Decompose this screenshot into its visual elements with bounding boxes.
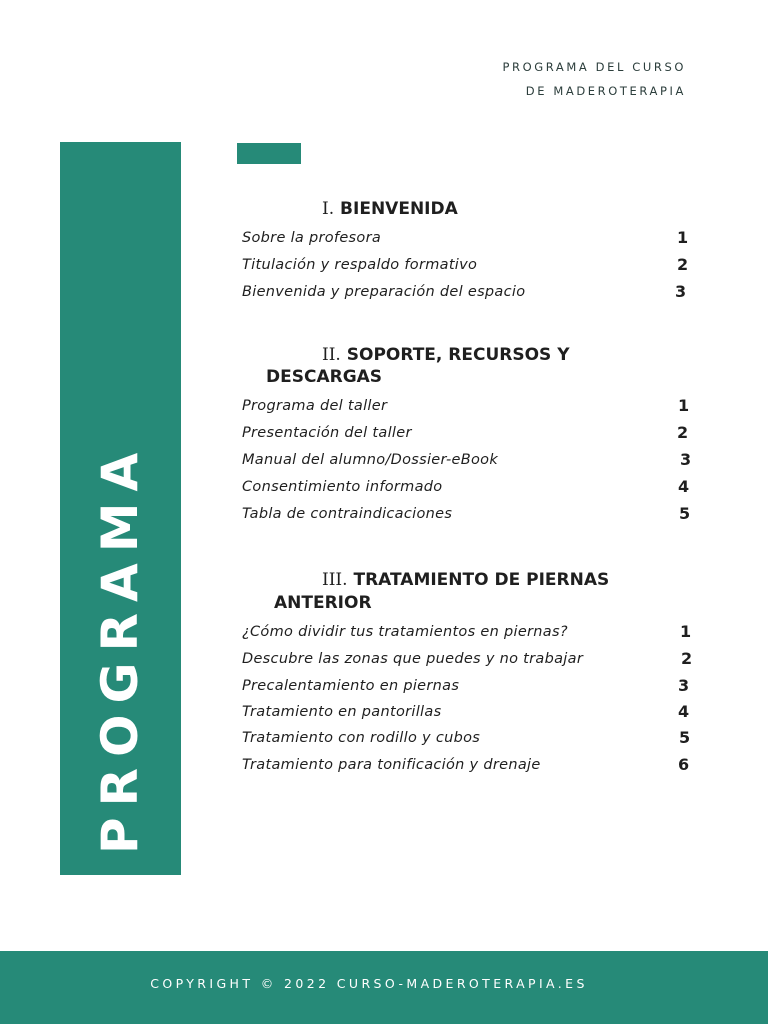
toc-page-number: 2 bbox=[677, 255, 689, 274]
toc-row[interactable] bbox=[242, 425, 692, 445]
toc-row[interactable] bbox=[242, 284, 692, 304]
section-heading bbox=[322, 344, 570, 366]
toc-page-number: 2 bbox=[681, 649, 693, 668]
sidebar-title: PROGRAMA bbox=[91, 441, 149, 855]
toc-label: Tratamiento para tonificación y drenaje bbox=[242, 757, 541, 773]
toc-label: Manual del alumno/Dossier-eBook bbox=[242, 452, 499, 468]
toc-row[interactable] bbox=[242, 757, 692, 777]
header-title-line-1: PROGRAMA DEL CURSO bbox=[502, 60, 686, 74]
toc-row[interactable] bbox=[242, 730, 692, 750]
toc-page-number: 3 bbox=[680, 450, 692, 469]
toc-page-number: 1 bbox=[678, 396, 690, 415]
toc-row[interactable] bbox=[242, 257, 692, 277]
section-numeral: II. bbox=[322, 345, 341, 365]
toc-page-number: 1 bbox=[680, 622, 692, 641]
section-heading bbox=[322, 198, 458, 220]
toc-label: Bienvenida y preparación del espacio bbox=[242, 284, 526, 300]
toc-page-number: 5 bbox=[679, 504, 691, 523]
toc-page-number: 6 bbox=[678, 755, 690, 774]
toc-row[interactable] bbox=[242, 398, 692, 418]
section-title-line: SOPORTE, RECURSOS Y bbox=[346, 345, 570, 365]
section-numeral: III. bbox=[322, 570, 348, 590]
toc-row[interactable] bbox=[242, 624, 692, 644]
toc-page-number: 3 bbox=[678, 676, 690, 695]
toc-label: Precalentamiento en piernas bbox=[242, 678, 460, 694]
toc-label: Programa del taller bbox=[242, 398, 388, 414]
toc-page-number: 1 bbox=[677, 228, 689, 247]
toc-label: Presentación del taller bbox=[242, 425, 412, 441]
section-title-line: TRATAMIENTO DE PIERNAS bbox=[353, 570, 610, 590]
toc-label: Tabla de contraindicaciones bbox=[242, 506, 453, 522]
toc-label: ¿Cómo dividir tus tratamientos en piernas? bbox=[242, 624, 568, 640]
toc-row[interactable] bbox=[242, 506, 692, 526]
section-numeral: I. bbox=[322, 199, 335, 219]
section-heading-continued: ANTERIOR bbox=[274, 593, 372, 613]
toc-label: Titulación y respaldo formativo bbox=[242, 257, 478, 273]
toc-row[interactable] bbox=[242, 452, 692, 472]
toc-row[interactable] bbox=[242, 704, 692, 724]
toc-label: Consentimiento informado bbox=[242, 479, 443, 495]
section-title-line: BIENVENIDA bbox=[340, 199, 458, 219]
toc-page-number: 4 bbox=[678, 477, 690, 496]
toc-row[interactable] bbox=[242, 230, 692, 250]
toc-page-number: 5 bbox=[679, 728, 691, 747]
toc-label: Tratamiento con rodillo y cubos bbox=[242, 730, 481, 746]
toc-row[interactable] bbox=[242, 678, 692, 698]
toc-label: Sobre la profesora bbox=[242, 230, 382, 246]
section-heading-continued: DESCARGAS bbox=[266, 367, 383, 387]
toc-page-number: 4 bbox=[678, 702, 690, 721]
toc-page-number: 2 bbox=[677, 423, 689, 442]
toc-row[interactable] bbox=[242, 651, 692, 671]
toc-label: Tratamiento en pantorillas bbox=[242, 704, 442, 720]
toc-row[interactable] bbox=[242, 479, 692, 499]
section-heading bbox=[322, 569, 609, 591]
toc-page-number: 3 bbox=[675, 282, 687, 301]
footer-copyright: COPYRIGHT © 2022 CURSO-MADEROTERAPIA.ES bbox=[150, 976, 588, 991]
header-title-line-2: DE MADEROTERAPIA bbox=[525, 84, 686, 98]
toc-label: Descubre las zonas que puedes y no trabajar bbox=[242, 651, 584, 667]
footer-band bbox=[0, 951, 768, 1024]
accent-block bbox=[237, 143, 301, 164]
